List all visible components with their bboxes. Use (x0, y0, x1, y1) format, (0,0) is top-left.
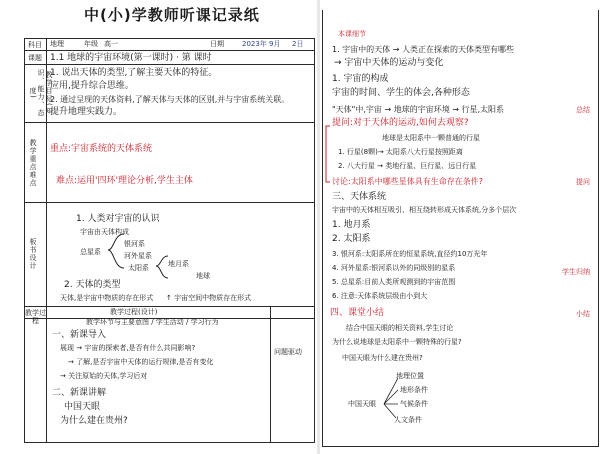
left-page (20, 4, 316, 448)
process-label: 教学过程 (25, 309, 46, 325)
right-line-10: 讨论:太阳系中哪些星体具有生命存在条件? (332, 177, 483, 186)
board-bracket-2 (154, 254, 170, 280)
header-day: 2日 (292, 40, 304, 48)
right-line-1: 1. 宇宙中的天体 → 人类正在探索的天体类型有哪些 (332, 45, 514, 54)
lesson-topic: 1.1 地球的宇宙环境(第一课时) · 第 课时 (50, 53, 212, 63)
right-line-20: 结合中国天眼的相关资料,学生讨论 (346, 324, 454, 332)
diagram-branch-3: 气候条件 (400, 400, 428, 408)
header-subject-label: 科目 (28, 41, 42, 49)
right-line-5: "天体"中,宇宙 → 地球的宇宙环境 → 行星,太阳系 (332, 105, 505, 114)
board-note: ↑ 宇宙空间中物质存在形式 (166, 294, 252, 302)
objective-line-1: 1. 说出天体的类型,了解主要天体的特征。 (50, 68, 218, 78)
right-line-7: 地球是太阳系中一颗普通的行星 (382, 134, 480, 142)
header-subject: 地理 (50, 40, 64, 48)
row2-label: 教学目标(知识、能力、态度) (29, 69, 53, 117)
board-universe: 宇宙由天体构成 (80, 228, 129, 236)
row1-label: 课题 (28, 54, 42, 62)
red-margin-bracket (324, 124, 332, 184)
right-line-14: 2. 太阳系 (332, 234, 371, 244)
right-line-11: 三、天体系统 (332, 192, 387, 202)
board-earthmoon: 地月系 (168, 260, 189, 268)
board-line-3: 天体,是宇宙中物质的存在形式 (60, 294, 154, 302)
process-line-3: → 了解,是否宇宙中天体的运行规律,是否有变化 (68, 358, 214, 366)
board-external: 河外星系 (124, 252, 152, 260)
process-line-5: 二、新课讲解 (52, 388, 107, 398)
side-note-1: 总结 (576, 106, 590, 114)
diagram-branch-1: 地理位置 (396, 372, 424, 380)
right-line-4: 宇宙的时间、学生的体会,各种形态 (332, 88, 470, 98)
board-total: 总星系 (80, 248, 101, 256)
right-line-17: 5. 总星系:目前人类所观测到的宇宙范围 (332, 278, 456, 286)
header-date: 2023年 9月 (242, 40, 281, 48)
board-milkyway: 银河系 (124, 240, 145, 248)
margin-note: 本课细节 (338, 30, 366, 38)
side-note-2: 学生归纳 (562, 268, 590, 276)
diagram-branch-4: 人文条件 (394, 416, 422, 424)
right-line-6: 提问:对于天体的运动,如何去观察? (332, 118, 469, 128)
board-bracket (104, 232, 128, 272)
row3-label: 教学重点难点 (29, 139, 37, 187)
board-earth: 地球 (196, 272, 210, 280)
right-line-16: 4. 河外星系:银河系以外的同级别的星系 (332, 264, 456, 272)
diagram-branch-2: 地形条件 (400, 386, 428, 394)
right-line-12: 宇宙中的天体相互吸引、相互绕转形成天体系统,分多个层次 (332, 206, 517, 214)
right-line-19: 四、课堂小结 (330, 308, 385, 318)
right-line-8: 1. 行星(8颗)→ 太阳系八大行星按照距离 (338, 148, 463, 156)
diagram-lines (382, 374, 402, 424)
difficult-point: 难点:运用'四环'理论分析,学生主体 (56, 176, 193, 186)
board-line-1: 1. 人类对宇宙的认识 (76, 214, 160, 224)
right-line-15: 3. 银河系:太阳系所在的恒星系统,直径约10万光年 (332, 250, 488, 258)
process-header: 教学过程(设计) (110, 308, 158, 316)
process-header-2: 教学环节与主要意图 / 学生活动 / 学习行为 (86, 318, 219, 326)
header-grade-label: 年级 (84, 40, 98, 48)
key-point: 重点:宇宙系统的天体系统 (50, 144, 153, 154)
right-page (322, 4, 604, 448)
board-line-2: 2. 天体的类型 (64, 280, 121, 290)
right-line-2: → 宇宙中天体的运动与变化 (334, 58, 444, 68)
right-line-3: 1. 宇宙的构成 (332, 74, 389, 84)
right-line-18: 6. 注意:天体系统层级由小到大 (332, 292, 428, 300)
right-line-13: 1. 地月系 (332, 220, 371, 230)
header-date-label: 日期 (210, 40, 224, 48)
process-line-2: 展现 → 宇宙的探索者,是否有什么共同影响? (60, 344, 196, 352)
process-line-6: 中国天眼 (64, 402, 101, 412)
process-line-7: 为什么建在贵州? (60, 416, 128, 426)
process-side-note: 问题驱动 (274, 348, 302, 356)
side-note-3: 提问 (576, 178, 590, 186)
document-title: 中(小)学教师听课记录纸 (84, 6, 260, 24)
objective-line-2: 应用,提升综合思维。 (50, 81, 134, 91)
process-line-1: 一、新课导入 (52, 330, 107, 340)
objective-line-3: 2. 通过呈现的天体资料,了解天体与天体的区别,并与宇宙系统关联。 (50, 95, 290, 104)
side-note-4: 小结 (576, 310, 590, 318)
diagram-question: 中国天眼为什么建在贵州? (342, 354, 423, 362)
right-line-9: 2. 八大行星 → 类地行星、巨行星、远日行星 (338, 162, 477, 170)
process-line-4: → 关注原始的天体,学习后对 (60, 372, 148, 380)
objective-line-4: 提升地理实践力。 (50, 107, 123, 117)
row4-label: 板书设计 (29, 238, 37, 270)
header-grade: 高一 (104, 40, 118, 48)
board-solar: 太阳系 (128, 264, 149, 272)
right-line-21: 为什么说地球是太阳系中一颗特殊的行星? (332, 338, 462, 346)
page-spine (317, 0, 320, 454)
diagram-center: 中国天眼 (348, 400, 376, 408)
